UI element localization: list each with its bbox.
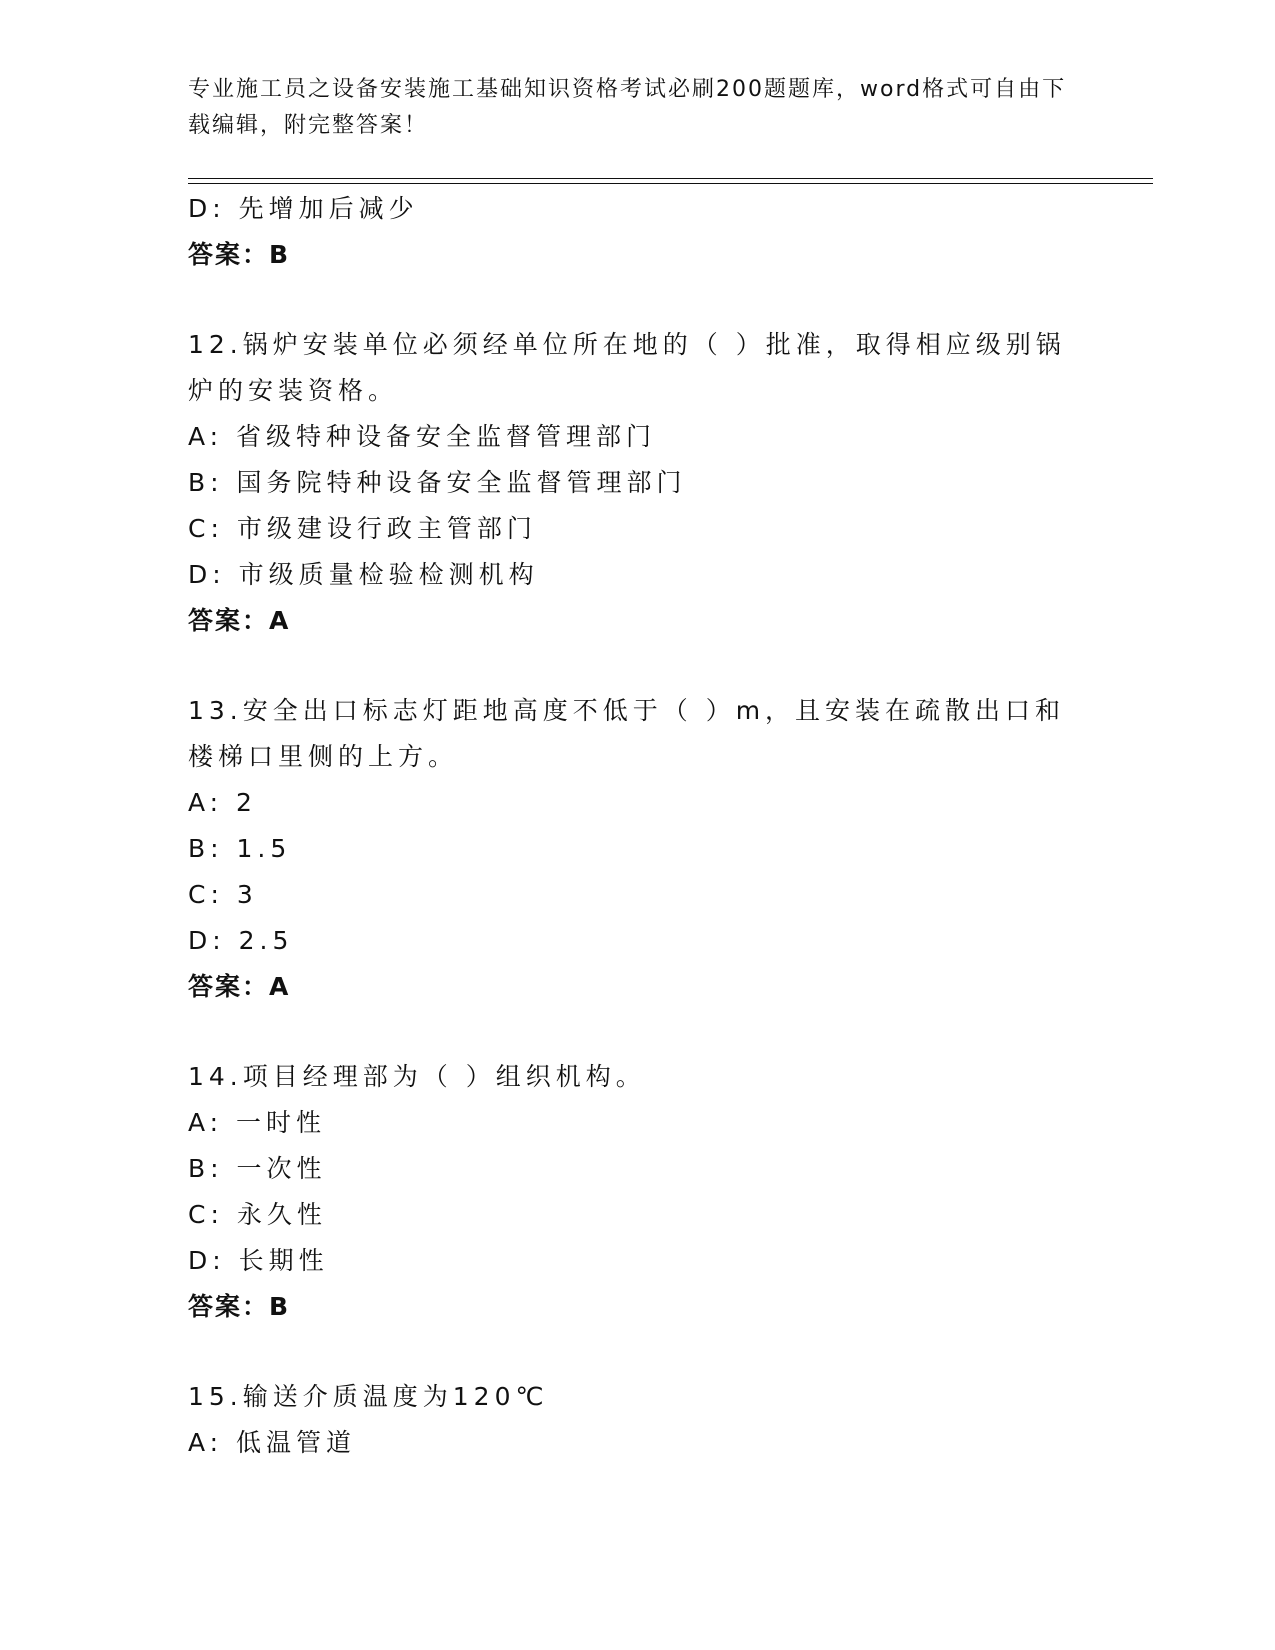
question-text: 14.项目经理部为（ ）组织机构。 bbox=[188, 1062, 646, 1091]
option-c: C: 永久性 bbox=[188, 1200, 327, 1229]
question-block bbox=[188, 1374, 1128, 1466]
option-b: B: 国务院特种设备安全监督管理部门 bbox=[188, 468, 687, 497]
option-c: C: 市级建设行政主管部门 bbox=[188, 514, 537, 543]
option-d: D: 市级质量检验检测机构 bbox=[188, 560, 539, 589]
header-rule-bottom bbox=[188, 183, 1153, 184]
option-a: A: 低温管道 bbox=[188, 1428, 357, 1457]
option-a: A: 2 bbox=[188, 788, 257, 817]
document-header: 专业施工员之设备安装施工基础知识资格考试必刷200题题库，word格式可自由下载编辑，附完整答案！ bbox=[188, 77, 1067, 138]
option-d: D: 2.5 bbox=[188, 926, 294, 955]
question-block bbox=[188, 322, 1128, 644]
option-c: C: 3 bbox=[188, 880, 258, 909]
answer: 答案：A bbox=[188, 606, 291, 635]
option-a: A: 一时性 bbox=[188, 1108, 327, 1137]
option-d: D: 先增加后减少 bbox=[188, 194, 419, 223]
answer: 答案：A bbox=[188, 972, 291, 1001]
question-block bbox=[188, 1054, 1128, 1330]
question-list bbox=[188, 186, 1128, 1466]
answer: 答案：B bbox=[188, 240, 291, 269]
question-text: 13.安全出口标志灯距地高度不低于（ ）m，且安装在疏散出口和楼梯口里侧的上方。 bbox=[188, 696, 1066, 771]
answer: 答案：B bbox=[188, 1292, 291, 1321]
question-text: 12.锅炉安装单位必须经单位所在地的（ ）批准，取得相应级别锅炉的安装资格。 bbox=[188, 330, 1066, 405]
option-d: D: 长期性 bbox=[188, 1246, 329, 1275]
question-text: 15.输送介质温度为120℃ bbox=[188, 1382, 549, 1411]
option-b: B: 一次性 bbox=[188, 1154, 327, 1183]
question-block bbox=[188, 688, 1128, 1010]
header-rule-top bbox=[188, 178, 1153, 179]
option-b: B: 1.5 bbox=[188, 834, 292, 863]
option-a: A: 省级特种设备安全监督管理部门 bbox=[188, 422, 657, 451]
